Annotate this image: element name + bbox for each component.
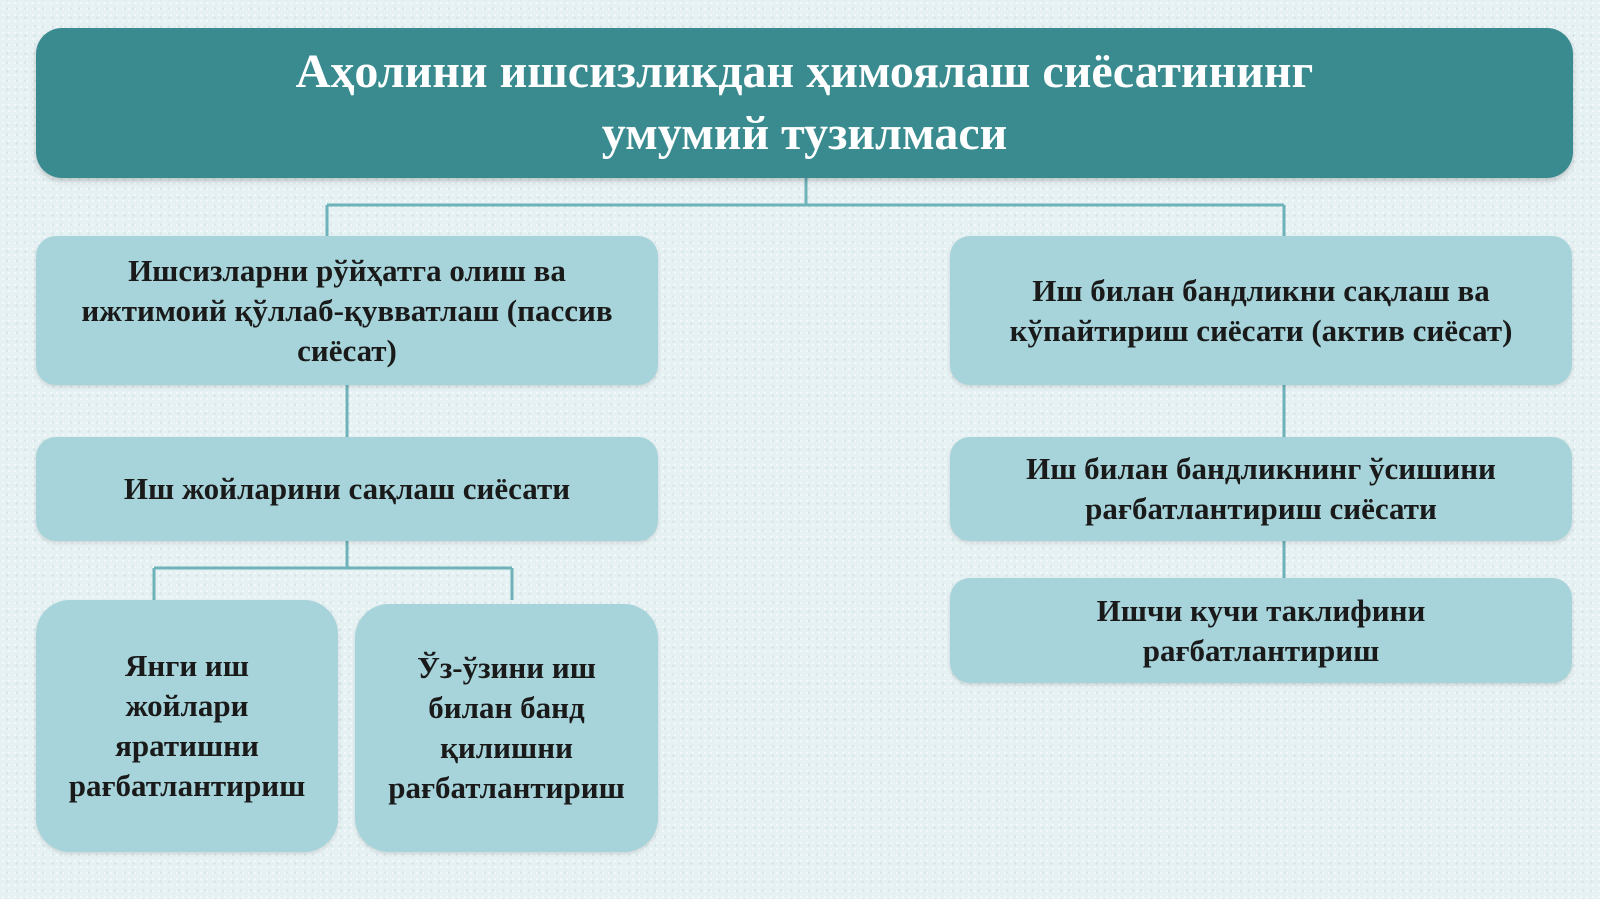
node-passive-policy-label: Ишсизларни рўйҳатга олиш ва ижтимоий қўллаб-қувватлаш (пассив сиёсат) [81,252,613,368]
node-new-jobs [36,600,338,852]
node-labor-supply [950,578,1572,683]
node-passive-policy [36,236,658,385]
page-title: Аҳолини ишсизликдан ҳимоялаш сиёсатининг умумий тузилмаси [295,45,1314,160]
node-active-policy-label: Иш билан бандликни сақлаш ва кўпайтириш сиёсати (актив сиёсат) [1009,272,1513,348]
node-self-employment-label: Ўз-ўзини иш билан банд қилишни рағбатлантириш [388,650,625,805]
title-banner [36,28,1573,178]
node-new-jobs-label: Янги иш жойлари яратишни рағбатлантириш [68,648,306,803]
node-employment-growth-label: Иш билан бандликнинг ўсишини рағбатлантириш сиёсати [1026,451,1496,526]
node-active-policy [950,236,1572,385]
node-labor-supply-label: Ишчи кучи таклифини рағбатлантириш [1096,592,1426,668]
node-job-preservation [36,437,658,541]
node-employment-growth [950,437,1572,541]
node-self-employment [355,604,658,852]
node-job-preservation-label: Иш жойларини сақлаш сиёсати [123,471,571,506]
